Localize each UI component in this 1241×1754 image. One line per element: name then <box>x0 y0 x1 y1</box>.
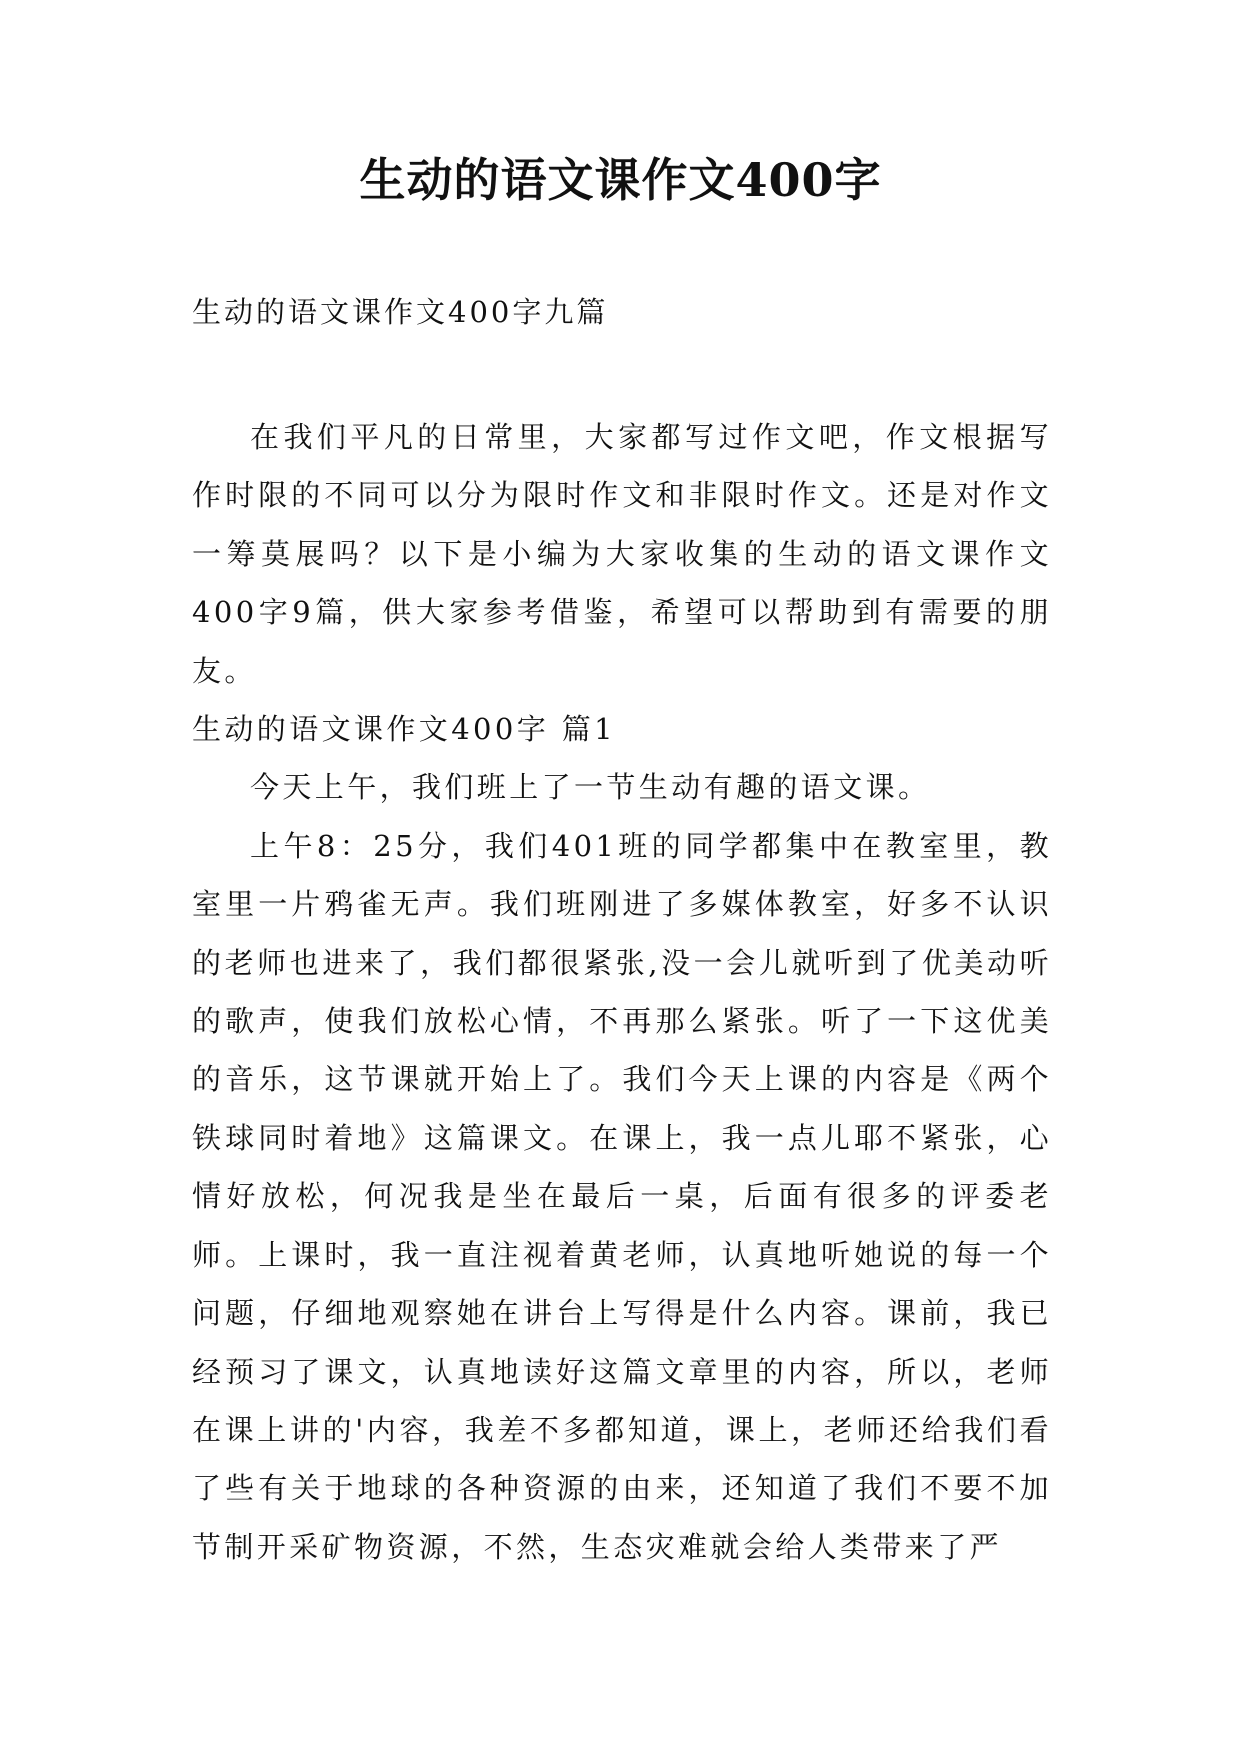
body-paragraph-1: 今天上午，我们班上了一节生动有趣的语文课。 <box>250 770 931 805</box>
intro-paragraph: 在我们平凡的日常里，大家都写过作文吧，作文根据写作时限的不同可以分为限时作文和非限时作文。还是对作文一筹莫展吗？以下是小编为大家收集的生动的语文课作文400字9篇，供大家参考借鉴，希望可以帮助到有需要的朋友。 <box>192 420 1052 688</box>
document-title: 生动的语文课作文400字 <box>359 153 882 207</box>
document-subtitle: 生动的语文课作文400字九篇 <box>192 295 609 329</box>
document-body <box>192 408 1052 1576</box>
body-paragraph-2: 上午8：25分，我们401班的同学都集中在教室里，教室里一片鸦雀无声。我们班刚进了多媒体教室，好多不认识的老师也进来了，我们都很紧张,没一会儿就听到了优美动听的歌声，使我们放松心情，不再那么紧张。听了一下这优美的音乐，这节课就开始上了。我们今天上课的内容是《两个铁球同时着地》这篇课文。在课上，我一点儿耶不紧张，心情好放松，何况我是坐在最后一桌，后面有很多的评委老师。上课时，我一直注视着黄老师，认真地听她说的每一个问题，仔细地观察她在讲台上写得是什么内容。课前，我已经预习了课文，认真地读好这篇文章里的内容，所以，老师在课上讲的'内容，我差不多都知道，课上，老师还给我们看了些有关于地球的各种资源的由来，还知道了我们不要不加节制开采矿物资源，不然，生态灾难就会给人类带来了严 <box>192 828 1052 1564</box>
section-heading: 生动的语文课作文400字 篇1 <box>192 712 617 747</box>
